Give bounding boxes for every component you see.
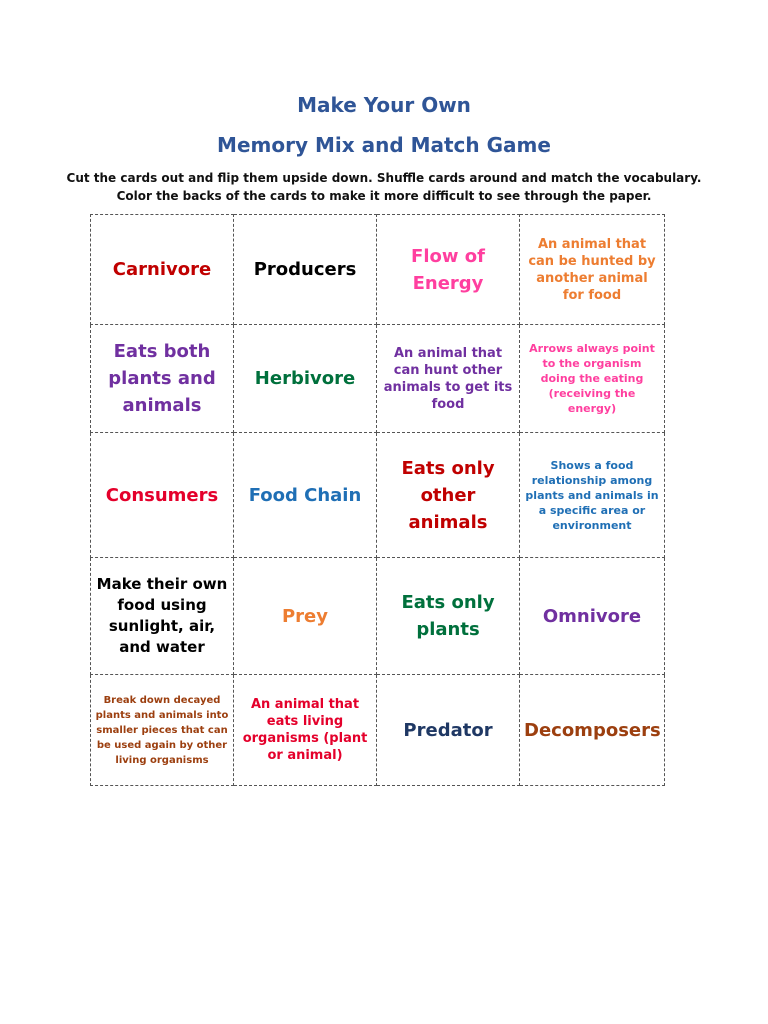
card-row [91, 433, 665, 558]
card[interactable]: Herbivore [234, 325, 377, 433]
card-grid [90, 214, 665, 786]
card[interactable]: An animal that can hunt other animals to get its food [377, 325, 520, 433]
card[interactable]: Make their own food using sunlight, air, and water [91, 558, 234, 675]
card[interactable]: Eats both plants and animals [91, 325, 234, 433]
card[interactable]: Arrows always point to the organism doing the eating (receiving the energy) [520, 325, 665, 433]
card[interactable]: Producers [234, 215, 377, 325]
card[interactable]: Break down decayed plants and animals into smaller pieces that can be used again by other living organisms [91, 675, 234, 786]
card[interactable]: An animal that eats living organisms (plant or animal) [234, 675, 377, 786]
page-title: Make Your Own [297, 93, 471, 117]
instructions-line-1: Cut the cards out and flip them upside down. Shuffle cards around and match the vocabulary. [66, 171, 702, 185]
card-row [91, 558, 665, 675]
card[interactable]: Eats only plants [377, 558, 520, 675]
card[interactable]: An animal that can be hunted by another animal for food [520, 215, 665, 325]
card[interactable]: Consumers [91, 433, 234, 558]
card[interactable]: Omnivore [520, 558, 665, 675]
instructions-line-2: Color the backs of the cards to make it more difficult to see through the paper. [116, 189, 652, 203]
card[interactable]: Flow of Energy [377, 215, 520, 325]
card[interactable]: Prey [234, 558, 377, 675]
card[interactable]: Food Chain [234, 433, 377, 558]
card-row [91, 325, 665, 433]
card[interactable]: Eats only other animals [377, 433, 520, 558]
card[interactable]: Predator [377, 675, 520, 786]
card[interactable]: Carnivore [91, 215, 234, 325]
card-row [91, 675, 665, 786]
page-subtitle: Memory Mix and Match Game [217, 133, 551, 157]
card[interactable]: Decomposers [520, 675, 665, 786]
card[interactable]: Shows a food relationship among plants and animals in a specific area or environment [520, 433, 665, 558]
card-row [91, 215, 665, 325]
